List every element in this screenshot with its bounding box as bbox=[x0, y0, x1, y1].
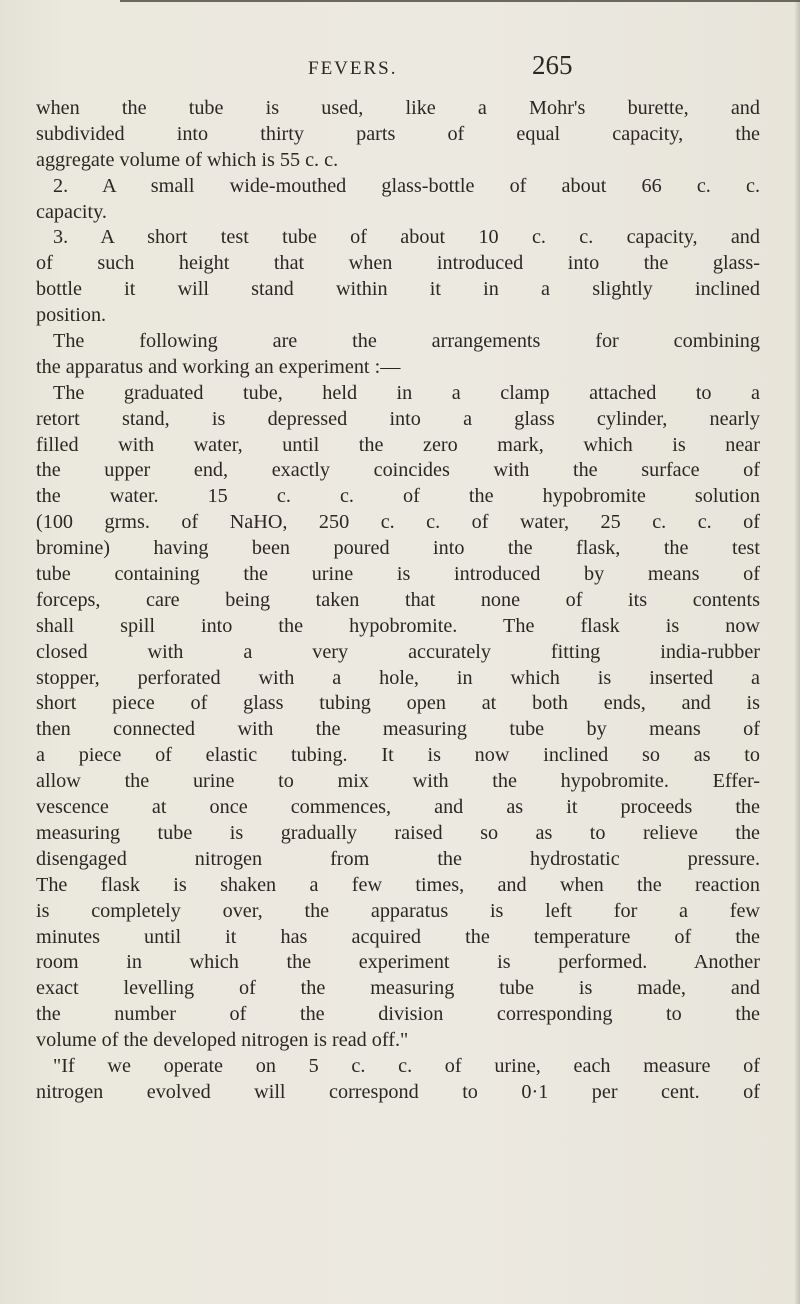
text-line: bottle it will stand within it in a slightly inclined bbox=[36, 278, 760, 301]
text-line: filled with water, until the zero mark, which is near bbox=[36, 433, 760, 456]
text-line: disengaged nitrogen from the hydrostatic pressure. bbox=[36, 847, 760, 870]
text-line: 3. A short test tube of about 10 c. c. capacity, and bbox=[53, 226, 760, 249]
text-line: when the tube is used, like a Mohr's burette, and bbox=[36, 97, 760, 119]
text-line: volume of the developed nitrogen is read off." bbox=[36, 1029, 409, 1052]
text-line: measuring tube is gradually raised so as to relieve the bbox=[36, 821, 760, 844]
text-line: of such height that when introduced into the glass- bbox=[36, 252, 760, 275]
text-line: stopper, perforated with a hole, in which is inserted a bbox=[36, 666, 760, 689]
text-line: The following are the arrangements for combining bbox=[53, 330, 760, 353]
text-line: the number of the division corresponding to the bbox=[36, 1003, 760, 1026]
text-line: retort stand, is depressed into a glass cylinder, nearly bbox=[36, 407, 760, 430]
text-line: room in which the experiment is performed. Another bbox=[36, 951, 760, 974]
text-line: short piece of glass tubing open at both ends, and is bbox=[36, 692, 760, 715]
text-line: closed with a very accurately fitting india-rubber bbox=[36, 640, 760, 663]
text-line: is completely over, the apparatus is left for a few bbox=[36, 899, 760, 922]
text-line: the upper end, exactly coincides with the surface of bbox=[36, 459, 760, 482]
text-line: a piece of elastic tubing. It is now inclined so as to bbox=[36, 744, 760, 767]
text-line: shall spill into the hypobromite. The flask is now bbox=[36, 614, 760, 637]
text-line: 2. A small wide-mouthed glass-bottle of about 66 c. c. bbox=[53, 174, 760, 197]
text-line: aggregate volume of which is 55 c. c. bbox=[36, 148, 339, 171]
page-number: 265 bbox=[532, 50, 573, 80]
text-line: vescence at once commences, and as it proceeds the bbox=[36, 796, 760, 819]
text-line: nitrogen evolved will correspond to 0·1 per cent. of bbox=[36, 1080, 760, 1103]
text-line: tube containing the urine is introduced by means of bbox=[36, 563, 760, 586]
text-line: The graduated tube, held in a clamp attached to a bbox=[53, 381, 760, 404]
text-line: allow the urine to mix with the hypobromite. Effer- bbox=[36, 770, 760, 793]
text-line: "If we operate on 5 c. c. of urine, each measure of bbox=[53, 1054, 760, 1077]
body-text bbox=[36, 96, 760, 1106]
text-line: the apparatus and working an experiment :— bbox=[36, 355, 401, 378]
running-title: FEVERS. bbox=[308, 58, 398, 79]
page-right-shadow bbox=[794, 0, 800, 1304]
text-line: The flask is shaken a few times, and when the reaction bbox=[36, 873, 760, 896]
text-line: forceps, care being taken that none of its contents bbox=[36, 588, 760, 611]
text-line: then connected with the measuring tube by means of bbox=[36, 718, 760, 741]
text-line: minutes until it has acquired the temperature of the bbox=[36, 925, 760, 948]
text-line: (100 grms. of NaHO, 250 c. c. of water, 25 c. c. of bbox=[36, 511, 760, 534]
text-line: exact levelling of the measuring tube is made, and bbox=[36, 977, 760, 1000]
text-line: subdivided into thirty parts of equal capacity, the bbox=[36, 122, 760, 145]
text-line: bromine) having been poured into the flask, the test bbox=[36, 537, 760, 560]
text-line: the water. 15 c. c. of the hypobromite solution bbox=[36, 485, 760, 508]
page-top-edge bbox=[120, 0, 800, 2]
text-line: position. bbox=[36, 304, 107, 327]
text-line: capacity. bbox=[36, 200, 107, 223]
